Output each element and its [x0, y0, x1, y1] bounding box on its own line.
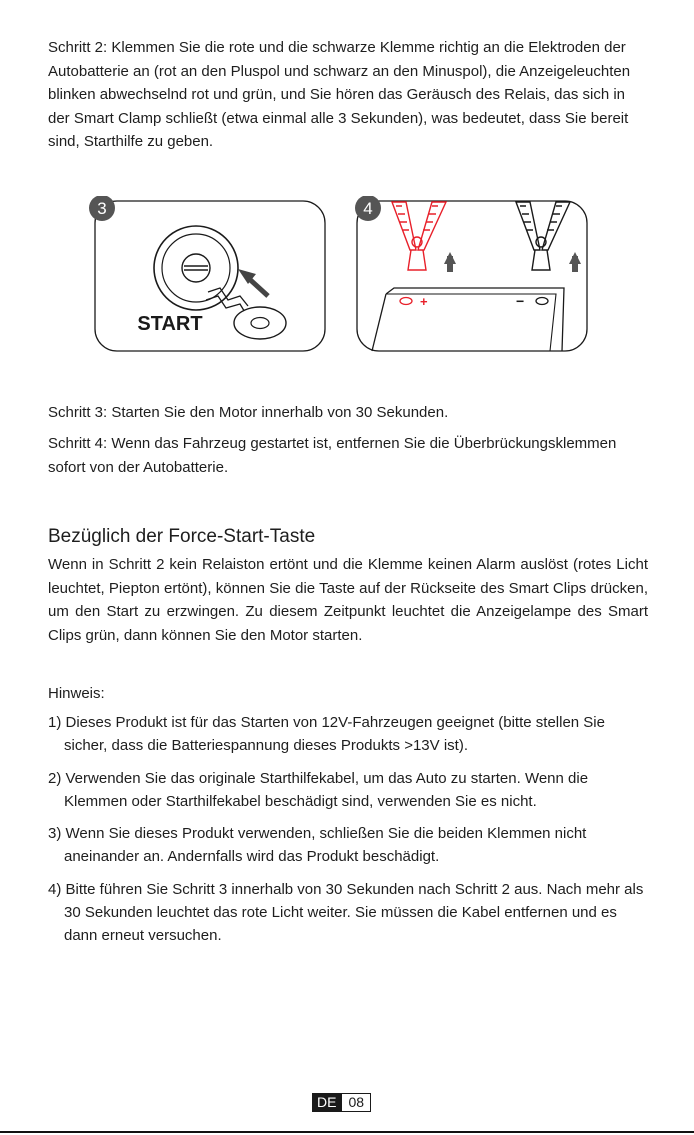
start-label: START [137, 313, 203, 335]
note-item: 2) Verwenden Sie das originale Starthilfekabel, um das Auto zu starten. Wenn die Klemmen oder Starthilfekabel beschädigt sind, verwenden Sie es nicht. [48, 769, 589, 810]
note-item: 1) Dieses Produkt ist für das Starten von 12V-Fahrzeugen geeignet (bitte stellen Sie sicher, dass die Batteriespannung dieses Produkts >13V ist). [48, 714, 605, 754]
step4-text: Schritt 4: Wenn das Fahrzeug gestartet ist, entfernen Sie die Überbrückungsklemmen sofort von der Autobatterie. [48, 435, 617, 476]
minus-terminal: − [516, 293, 525, 309]
step3-text: Schritt 3: Starten Sie den Motor innerhalb von 30 Sekunden. [48, 404, 449, 421]
figure-4-number: 4 [363, 199, 373, 218]
language-badge: DE [312, 1093, 341, 1112]
plus-terminal: + [420, 294, 428, 309]
bottom-divider [0, 1131, 694, 1133]
note-item: 3) Wenn Sie dieses Produkt verwenden, schließen Sie die beiden Klemmen nicht aneinander an. Andernfalls wird das Produkt beschädigt. [48, 825, 587, 865]
notes-title: Hinweis: [48, 685, 105, 702]
force-start-text: Wenn in Schritt 2 kein Relaiston ertönt und die Klemme keinen Alarm auslöst (rotes Licht leuchtet, Piepton ertönt), können Sie die Taste auf der Rückseite des Smart Clips drücken, um den Start zu erzwingen. Zu diesem Zeitpunkt leuchtet die Anzeigelampe des Smart Clips grün, dann können Sie den Motor starten. [48, 556, 648, 644]
page-footer [312, 1093, 371, 1112]
figure-3-illustration [88, 196, 332, 356]
step2-text: Schritt 2: Klemmen Sie die rote und die schwarze Klemme richtig an die Elektroden der Autobatterie an (rot an den Pluspol und schwarz an den Minuspol), die Anzeigeleuchten blinken abwechselnd rot und grün, und Sie hören das Geräusch des Relais, das sich in der Smart Clamp schließt (etwa einmal alle 3 Sekunden), was bedeutet, dass Sie bereit sind, Starthilfe zu geben. [48, 39, 631, 150]
figure-4-illustration [350, 196, 594, 356]
figure-3-start-button [88, 196, 332, 361]
notes-list [48, 711, 648, 956]
page-number: 08 [341, 1093, 371, 1112]
figure-3-number: 3 [97, 199, 107, 218]
figure-4-remove-clamps [350, 196, 594, 361]
force-start-heading: Bezüglich der Force-Start-Taste [48, 526, 316, 547]
note-item: 4) Bitte führen Sie Schritt 3 innerhalb von 30 Sekunden nach Schritt 2 aus. Nach mehr als 30 Sekunden leuchtet das rote Licht weiter. Sie müssen die Kabel entfernen und es dann erneut versuchen. [48, 880, 644, 944]
